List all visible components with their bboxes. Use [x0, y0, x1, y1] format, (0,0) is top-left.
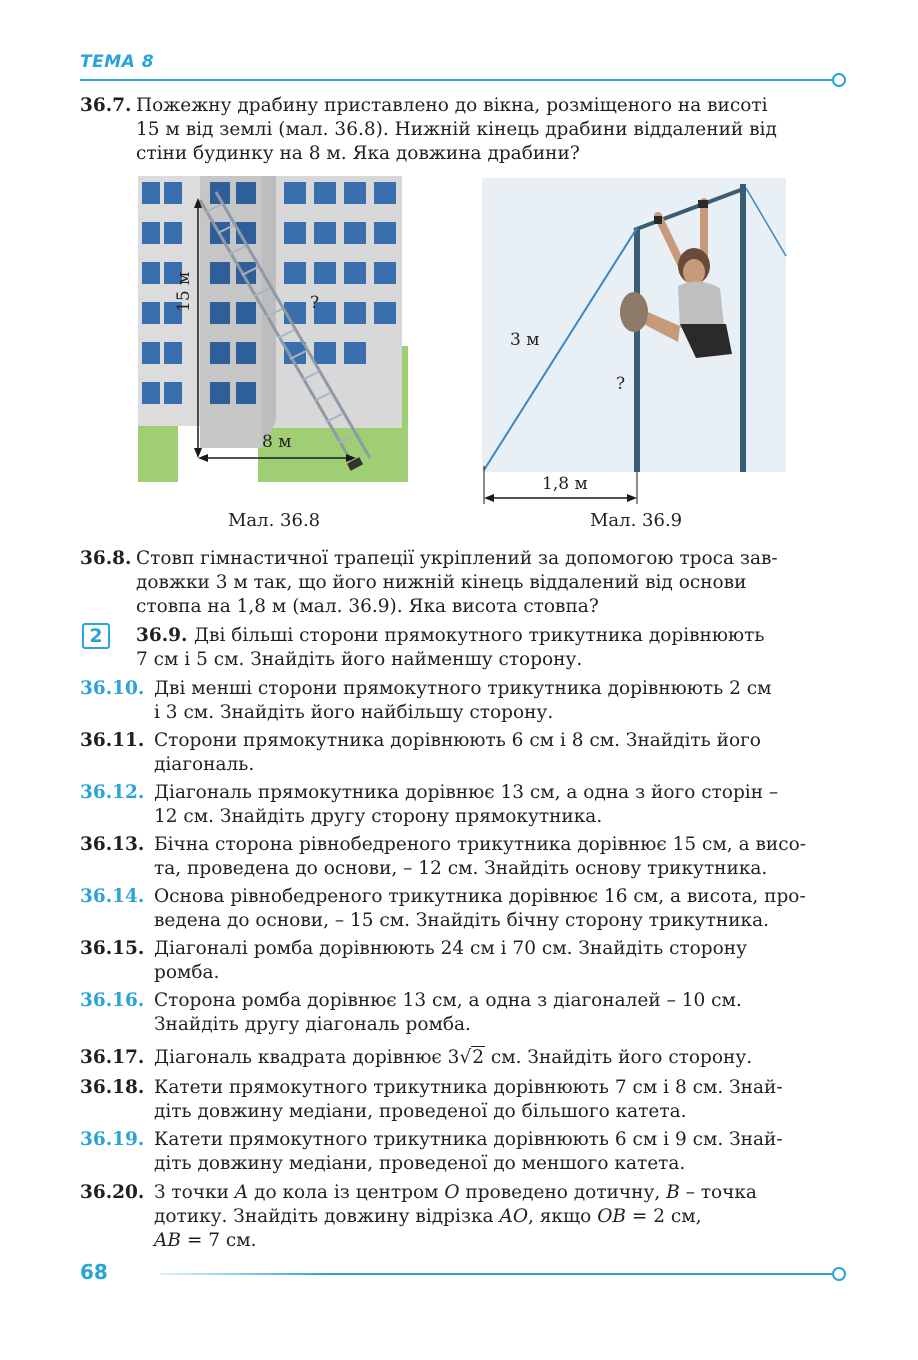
problem-text-line: ромба. — [154, 962, 220, 983]
problem-text-line: Сторони прямокутника дорівнюють 6 см і 8 см. Знайдіть його — [154, 730, 761, 751]
problem-text-line: Сторона ромба дорівнює 13 см, а одна з діагоналей – 10 см. — [154, 990, 742, 1011]
header-topic: ТЕМА 8 — [80, 52, 155, 72]
problem-text-line: Дві менші сторони прямокутного трикутника дорівнюють 2 см — [154, 678, 772, 699]
footer-rule-end-dot — [832, 1267, 846, 1281]
problem-text-line: довжки 3 м так, що його нижній кінець віддалений від основи — [136, 572, 747, 593]
difficulty-level-badge: 2 — [82, 623, 110, 649]
problem-text-line: і 3 см. Знайдіть його найбільшу сторону. — [154, 702, 554, 723]
sqrt-radicand: 2 — [472, 1047, 485, 1068]
problem-36-20 — [80, 1181, 846, 1253]
problem-text-line: діть довжину медіани, проведеної до меншого катета. — [154, 1153, 686, 1174]
problem-36-12 — [80, 781, 846, 829]
problem-text-line: Пожежну драбину приставлено до вікна, розміщеного на висоті — [136, 95, 768, 116]
problem-text-line: діть довжину медіани, проведеної до більшого катета. — [154, 1101, 687, 1122]
problem-text-line: стовпа на 1,8 м (мал. 36.9). Яка висота стовпа? — [136, 596, 599, 617]
problem-text-line: Діагоналі ромба дорівнюють 24 см і 70 см. Знайдіть сторону — [154, 938, 748, 959]
problem-number: 36.16. — [80, 990, 145, 1011]
figure-caption-36-8: Мал. 36.8 — [228, 510, 321, 531]
problem-text-line: дотику. Знайдіть довжину відрізка AO, якщо OB = 2 см, — [154, 1206, 702, 1227]
problem-text: см. Знайдіть його сторону. — [485, 1047, 753, 1068]
problem-text-line: ведена до основи, – 15 см. Знайдіть бічну сторону трикутника. — [154, 910, 770, 931]
footer-rule — [160, 1273, 832, 1275]
problem-text-line: стіни будинку на 8 м. Яка довжина драбини? — [136, 143, 580, 164]
header-rule-end-dot — [832, 73, 846, 87]
sqrt-sign: √ — [459, 1047, 472, 1068]
problem-text-line: діагональ. — [154, 754, 255, 775]
figure-caption-36-9: Мал. 36.9 — [590, 510, 683, 531]
problem-text-line: Катети прямокутного трикутника дорівнюють 7 см і 8 см. Знай- — [154, 1077, 783, 1098]
problem-36-16 — [80, 989, 846, 1037]
problem-36-17 — [80, 1046, 846, 1070]
problem-text-line: 12 см. Знайдіть другу сторону прямокутника. — [154, 806, 603, 827]
problem-text-line: 7 см і 5 см. Знайдіть його найменшу сторону. — [136, 649, 583, 670]
problem-36-9 — [136, 624, 846, 672]
problem-text-line: Діагональ прямокутника дорівнює 13 см, а одна з його сторін – — [154, 782, 779, 803]
problem-36-10 — [80, 677, 846, 725]
problem-text-line: Стовп гімнастичної трапеції укріплений за допомогою троса зав- — [136, 548, 778, 569]
problem-number: 36.9. — [136, 625, 188, 646]
problem-number: 36.8. — [80, 548, 132, 569]
problem-36-7 — [80, 94, 846, 166]
problem-36-8 — [80, 547, 846, 619]
problem-number: 36.11. — [80, 730, 145, 751]
problem-36-13 — [80, 833, 846, 881]
label-base-8m: 8 м — [262, 432, 292, 452]
problem-text-line: 15 м від землі (мал. 36.8). Нижній кінець драбини віддалений від — [136, 119, 777, 140]
problem-number: 36.19. — [80, 1129, 145, 1150]
problem-text: Діагональ квадрата дорівнює 3 — [154, 1047, 460, 1068]
problem-text-line: Бічна сторона рівнобедреного трикутника дорівнює 15 см, а висо- — [154, 834, 806, 855]
problem-text-line: Дві більші сторони прямокутного трикутника дорівнюють — [194, 625, 765, 646]
problem-number: 36.14. — [80, 886, 145, 907]
header-rule — [80, 79, 832, 81]
problem-number: 36.18. — [80, 1077, 145, 1098]
problem-text-line: Основа рівнобедреного трикутника дорівнює 16 см, а висота, про- — [154, 886, 806, 907]
problem-36-19 — [80, 1128, 846, 1176]
label-unknown-ladder: ? — [310, 293, 320, 313]
problem-text-line: Знайдіть другу діагональ ромба. — [154, 1014, 471, 1035]
problem-number: 36.10. — [80, 678, 145, 699]
problem-number: 36.15. — [80, 938, 145, 959]
problem-36-15 — [80, 937, 846, 985]
problem-text-line: та, проведена до основи, – 12 см. Знайдіть основу трикутника. — [154, 858, 768, 879]
problem-text-line: AB = 7 см. — [154, 1230, 257, 1251]
problem-number: 36.20. — [80, 1182, 145, 1203]
problem-number: 36.12. — [80, 782, 145, 803]
problem-text-line: Катети прямокутного трикутника дорівнюють 6 см і 9 см. Знай- — [154, 1129, 783, 1150]
problem-36-18 — [80, 1076, 846, 1124]
problem-number: 36.7. — [80, 95, 132, 116]
problem-36-14 — [80, 885, 846, 933]
problem-text-line: З точки A до кола із центром O проведено дотичну, B – точка — [154, 1182, 757, 1203]
problem-36-11 — [80, 729, 846, 777]
label-rope-3m: 3 м — [510, 330, 540, 350]
label-height-15m: 15 м — [174, 271, 194, 312]
label-unknown-pole: ? — [616, 374, 626, 394]
problem-number: 36.17. — [80, 1047, 145, 1068]
label-base-1-8m: 1,8 м — [542, 474, 588, 494]
problem-number: 36.13. — [80, 834, 145, 855]
page-number: 68 — [80, 1260, 108, 1284]
